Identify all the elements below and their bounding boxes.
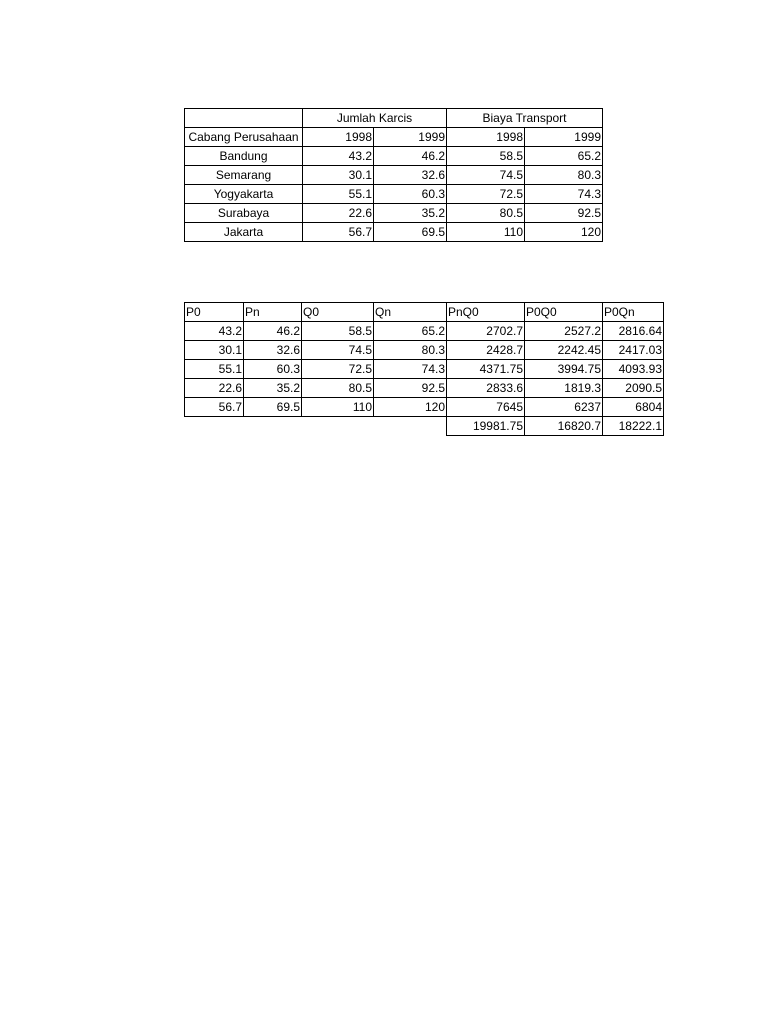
value-cell: 2527.2 [525,322,603,341]
value-cell: 74.3 [374,360,447,379]
value-cell: 32.6 [244,341,302,360]
table-row [185,322,664,341]
value-cell: 30.1 [185,341,244,360]
table-row [185,223,603,242]
table-row [185,379,664,398]
value-cell: 120 [525,223,603,242]
value-cell: 92.5 [525,204,603,223]
value-cell: 6237 [525,398,603,417]
value-cell: 80.3 [525,166,603,185]
value-cell: 74.3 [525,185,603,204]
column-header: Q0 [302,303,374,322]
empty-cell [374,417,447,436]
column-header: P0Q0 [525,303,603,322]
value-cell: 80.5 [447,204,525,223]
year-header: 1999 [374,128,447,147]
city-cell: Bandung [185,147,303,166]
biaya-transport-header: Biaya Transport [447,109,603,128]
table-row [185,360,664,379]
city-cell: Semarang [185,166,303,185]
value-cell: 2702.7 [447,322,525,341]
year-header: 1998 [303,128,374,147]
value-cell: 30.1 [303,166,374,185]
value-cell: 69.5 [244,398,302,417]
total-cell: 16820.7 [525,417,603,436]
value-cell: 56.7 [185,398,244,417]
value-cell: 32.6 [374,166,447,185]
value-cell: 120 [374,398,447,417]
value-cell: 35.2 [244,379,302,398]
column-header: Pn [244,303,302,322]
value-cell: 65.2 [525,147,603,166]
empty-cell [302,417,374,436]
value-cell: 4371.75 [447,360,525,379]
column-header: Qn [374,303,447,322]
city-cell: Surabaya [185,204,303,223]
value-cell: 43.2 [303,147,374,166]
value-cell: 110 [447,223,525,242]
value-cell: 6804 [603,398,664,417]
table-row [185,185,603,204]
value-cell: 55.1 [185,360,244,379]
empty-cell [244,417,302,436]
value-cell: 22.6 [185,379,244,398]
value-cell: 58.5 [302,322,374,341]
value-cell: 1819.3 [525,379,603,398]
value-cell: 60.3 [244,360,302,379]
value-cell: 2090.5 [603,379,664,398]
value-cell: 2816.64 [603,322,664,341]
value-cell: 2833.6 [447,379,525,398]
value-cell: 46.2 [374,147,447,166]
year-header: 1998 [447,128,525,147]
value-cell: 35.2 [374,204,447,223]
value-cell: 46.2 [244,322,302,341]
value-cell: 80.3 [374,341,447,360]
column-header: P0 [185,303,244,322]
value-cell: 72.5 [447,185,525,204]
value-cell: 3994.75 [525,360,603,379]
year-header: 1999 [525,128,603,147]
cabang-perusahaan-header: Cabang Perusahaan [185,128,303,147]
column-header: PnQ0 [447,303,525,322]
table-row [185,398,664,417]
value-cell: 56.7 [303,223,374,242]
sub-header-row [185,128,603,147]
value-cell: 65.2 [374,322,447,341]
value-cell: 74.5 [302,341,374,360]
value-cell: 2417.03 [603,341,664,360]
group-header-row [185,109,603,128]
value-cell: 80.5 [302,379,374,398]
table-row [185,341,664,360]
value-cell: 43.2 [185,322,244,341]
value-cell: 2242.45 [525,341,603,360]
totals-row [185,417,664,436]
table-row [185,204,603,223]
corner-cell [185,109,303,128]
value-cell: 4093.93 [603,360,664,379]
value-cell: 74.5 [447,166,525,185]
empty-cell [185,417,244,436]
value-cell: 7645 [447,398,525,417]
value-cell: 60.3 [374,185,447,204]
total-cell: 18222.1 [603,417,664,436]
value-cell: 55.1 [303,185,374,204]
column-header: P0Qn [603,303,664,322]
value-cell: 72.5 [302,360,374,379]
index-calculation-table [184,302,664,436]
header-row [185,303,664,322]
table-row [185,166,603,185]
value-cell: 58.5 [447,147,525,166]
total-cell: 19981.75 [447,417,525,436]
transport-data-table [184,108,603,242]
value-cell: 69.5 [374,223,447,242]
value-cell: 22.6 [303,204,374,223]
city-cell: Jakarta [185,223,303,242]
value-cell: 110 [302,398,374,417]
value-cell: 2428.7 [447,341,525,360]
city-cell: Yogyakarta [185,185,303,204]
jumlah-karcis-header: Jumlah Karcis [303,109,447,128]
value-cell: 92.5 [374,379,447,398]
table-row [185,147,603,166]
